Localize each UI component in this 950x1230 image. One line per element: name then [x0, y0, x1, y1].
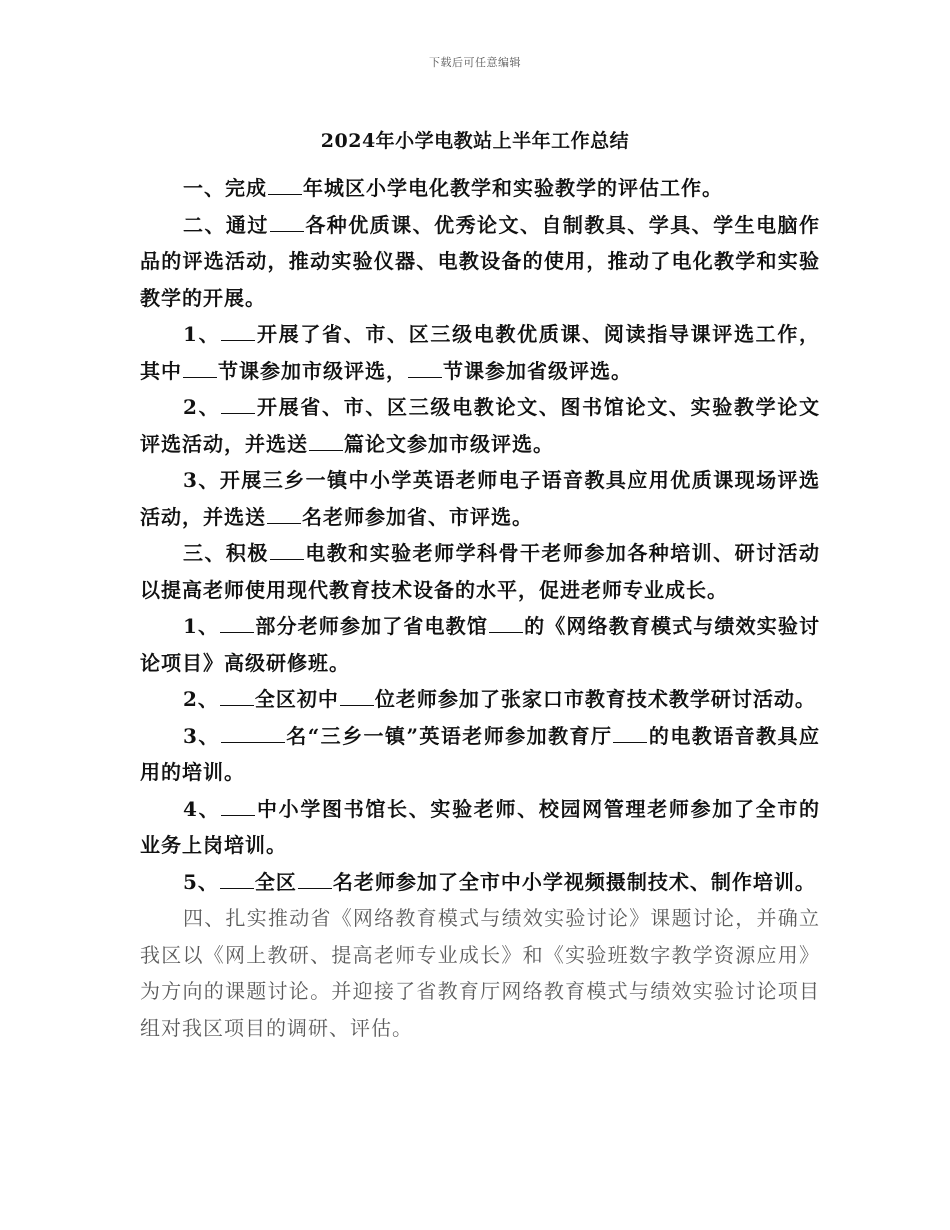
paragraph-text: 三、积极 — [183, 541, 269, 565]
paragraph-text: 各种优质课、优秀论文、自制教具、学具、学生电脑作品的评选活动，推动实验仪器、电教设备的使用，推动了电化教学和实验教学的开展。 — [140, 212, 821, 310]
paragraph-text: 开展了省、市、区三级电教优质课、阅读指导课评选工作，其中 — [140, 322, 820, 383]
paragraph-text: 篇论文参加市级评选。 — [344, 431, 554, 456]
paragraph-text: 位老师参加了张家口市教育技术教学研讨活动。 — [374, 687, 816, 711]
fill-in-blank — [221, 797, 255, 816]
paragraph-text: 名“三乡一镇”英语老师参加教育厅 — [285, 723, 613, 748]
fill-in-blank — [221, 724, 285, 743]
paragraph-text: 节课参加市级评选， — [218, 358, 407, 383]
header-note: 下载后可任意编辑 — [429, 56, 521, 69]
paragraph-text: 一、完成 — [183, 176, 267, 200]
paragraph-text: 名老师参加了全市中小学视频摄制技术、制作培训。 — [332, 869, 816, 894]
paragraph-text: 二、通过 — [183, 212, 269, 237]
fill-in-blank — [220, 870, 254, 889]
document-body — [140, 170, 820, 1046]
paragraph-text: 的电教语音教具应用的培训。 — [140, 723, 820, 784]
paragraph-text: 中小学图书馆长、实验老师、校园网管理老师参加了全市的业务上岗培训。 — [140, 796, 820, 857]
fill-in-blank — [270, 213, 304, 232]
paragraph-text: 名老师参加省、市评选。 — [302, 504, 533, 529]
paragraph-7 — [140, 608, 820, 681]
paragraph-text: 年城区小学电化教学和实验教学的评估工作。 — [303, 176, 723, 200]
paragraph-8 — [140, 681, 820, 718]
fill-in-blank — [340, 687, 374, 706]
fill-in-blank — [298, 870, 332, 889]
fill-in-blank — [268, 176, 302, 195]
document-title: 2024年小学电教站上半年工作总结 — [320, 130, 630, 152]
paragraph-text: 开展省、市、区三级电教论文、图书馆论文、实验教学论文评选活动，并选送 — [140, 395, 820, 456]
paragraph-text: 2、 — [183, 395, 221, 419]
paragraph-2 — [140, 207, 820, 317]
paragraph-text: 部分老师参加了省电教馆 — [255, 614, 488, 638]
paragraph-text: 4、 — [183, 796, 221, 821]
fill-in-blank — [489, 614, 523, 633]
fill-in-blank — [221, 322, 255, 341]
paragraph-text: 全区 — [254, 869, 297, 894]
paragraph-text: 5、 — [183, 869, 219, 894]
paragraph-text: 3、 — [183, 723, 220, 748]
paragraph-10 — [140, 791, 820, 864]
paragraph-1 — [140, 170, 820, 207]
paragraph-text: 1、 — [183, 322, 221, 346]
fill-in-blank — [309, 432, 343, 451]
paragraph-11 — [140, 864, 820, 901]
paragraph-3 — [140, 316, 820, 389]
fill-in-blank — [221, 395, 255, 414]
fill-in-blank — [613, 724, 647, 743]
paragraph-text: 全区初中 — [254, 687, 339, 711]
paragraph-text: 1、 — [183, 614, 220, 638]
fill-in-blank — [183, 359, 217, 378]
paragraph-text: 节课参加省级评选。 — [443, 358, 632, 383]
paragraph-5 — [140, 462, 820, 535]
paragraph-text: 3、开展三乡一镇中小学英语老师电子语音教具应用优质课现场评选活动，并选送 — [140, 468, 820, 529]
paragraph-text: 的《网络教育模式与绩效实验讨论项目》高级研修班。 — [140, 614, 821, 675]
fill-in-blank — [408, 359, 442, 378]
fill-in-blank — [270, 541, 304, 560]
paragraph-12: 四、扎实推动省《网络教育模式与绩效实验讨论》课题讨论，并确立我区以《网上教研、提高老师专业成长》和《实验班数字教学资源应用》为方向的课题讨论。并迎接了省教育厅网络教育模式与绩效实验讨论项目组对我区项目的调研、评估。 — [140, 906, 820, 1040]
paragraph-6 — [140, 535, 820, 608]
fill-in-blank — [220, 687, 254, 706]
fill-in-blank — [267, 505, 301, 524]
paragraph-9 — [140, 718, 820, 791]
paragraph-4 — [140, 389, 820, 462]
paragraph-text: 电教和实验老师学科骨干老师参加各种培训、研讨活动以提高老师使用现代教育技术设备的水平，促进老师专业成长。 — [140, 541, 821, 602]
paragraph-text: 2、 — [183, 687, 219, 711]
fill-in-blank — [220, 614, 254, 633]
